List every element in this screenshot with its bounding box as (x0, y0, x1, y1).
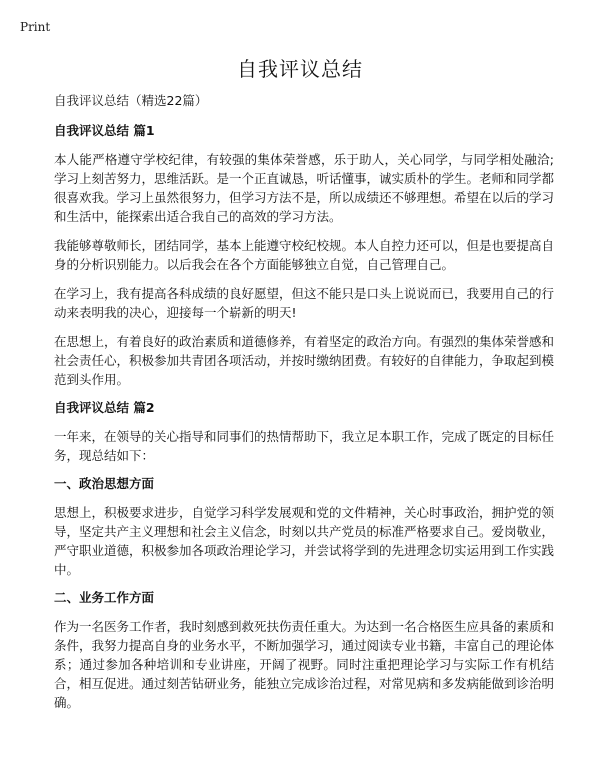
document-title: 自我评议总结 (237, 57, 363, 81)
section-heading: 自我评议总结 篇1 (54, 123, 155, 138)
section-heading: 自我评议总结 篇2 (54, 400, 155, 415)
paragraph: 在思想上，有着良好的政治素质和道德修养，有着坚定的政治方向。有强烈的集体荣誉感和社会责任心，积极参加共青团各项活动，并按时缴纳团费。有较好的自律能力，争取起到模范到头作用。 (54, 334, 555, 387)
document-subtitle: 自我评议总结（精选22篇） (54, 93, 208, 108)
paragraph: 我能够尊敬师长，团结同学，基本上能遵守校纪校规。本人自控力还可以，但是也要提高自身的分析识别能力。以后我会在各个方面能够独立自觉，自己管理自己。 (54, 238, 555, 272)
section-1 (54, 122, 554, 389)
print-link[interactable]: Print (20, 20, 51, 34)
paragraph: 在学习上，我有提高各科成绩的良好愿望，但这不能只是口头上说说而已，我要用自己的行动来表明我的决心，迎接每一个崭新的明天! (54, 286, 555, 320)
section-heading: 二、业务工作方面 (54, 590, 155, 605)
section-political (54, 475, 554, 579)
paragraph: 作为一名医务工作者，我时刻感到救死扶伤责任重大。为达到一名合格医生应具备的素质和条件，我努力提高自身的业务水平，不断加强学习，通过阅读专业书籍，丰富自己的理论体系；通过参加各种培训和专业讲座，开阔了视野。同时注重把理论学习与实际工作有机结合，相互促进。通过刻苦钻研业务，能独立完成诊治过程，对常见病和多发病能做到诊治明确。 (54, 619, 555, 710)
section-business (54, 589, 554, 712)
paragraph: 思想上，积极要求进步，自觉学习科学发展观和党的文件精神，关心时事政治，拥护党的领导，坚定共产主义理想和社会主义信念，时刻以共产党员的标准严格要求自己。爱岗敬业，严守职业道德，积极参加各项政治理论学习，并尝试将学到的先进理念切实运用到工作实践中。 (54, 505, 555, 577)
section-2 (54, 399, 554, 465)
paragraph: 本人能严格遵守学校纪律，有较强的集体荣誉感，乐于助人，关心同学，与同学相处融洽;学习上刻苦努力，思维活跃。是一个正直诚恳，听话懂事，诚实质朴的学生。老师和同学都很喜欢我。学习上虽然很努力，但学习方法不是，所以成绩还不够理想。希望在以后的学习和生活中，能探索出适合我自己的高效的学习方法。 (54, 152, 555, 224)
document-body (54, 92, 554, 722)
section-heading: 一、政治思想方面 (54, 476, 155, 491)
paragraph: 一年来，在领导的关心指导和同事们的热情帮助下，我立足本职工作，完成了既定的目标任务，现总结如下： (54, 429, 555, 463)
